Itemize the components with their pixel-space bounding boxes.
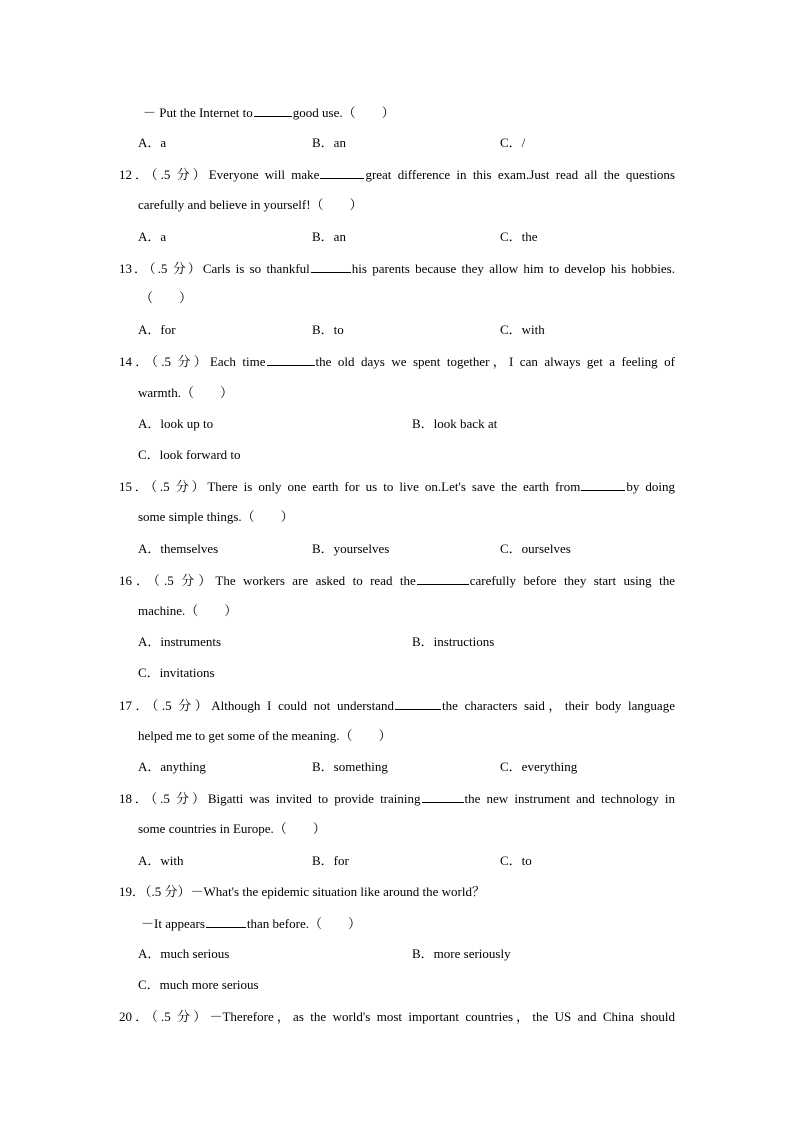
question-15-stem-cont: some simple things.（ ） [138,509,294,524]
option-c: C．much more serious [138,977,259,992]
option-a: A．much serious [138,946,230,961]
question-19-stem: 19．（.5 分）－What's the epidemic situation like around the world？ [119,884,485,899]
option-b: B．something [312,759,388,774]
answer-blank [395,697,441,710]
question-12-stem: 12．（.5 分）Everyone will make great difference in this exam.Just read all the questions [119,167,675,182]
option-b: B．yourselves [312,541,390,556]
option-a: A．for [138,322,176,337]
option-a: A．a [138,135,167,150]
option-c: C．ourselves [500,541,571,556]
answer-blank [422,790,464,803]
question-16-stem-cont: machine.（ ） [138,603,238,618]
option-c: C．look forward to [138,447,241,462]
question-17-stem-cont: helped me to get some of the meaning.（ ） [138,728,392,743]
option-a: A．with [138,853,184,868]
answer-blank [254,104,292,117]
option-c: C．with [500,322,545,337]
question-14-stem-cont: warmth.（ ） [138,385,233,400]
option-b: B．look back at [412,416,498,431]
option-b: B．more seriously [412,946,511,961]
question-14-stem: 14．（.5 分）Each time the old days we spent together，I can always get a feeling of [119,354,675,369]
option-c: C．to [500,853,532,868]
option-c: C．invitations [138,665,215,680]
option-a: A．a [138,229,167,244]
question-19-stem-cont: －It appears than before.（ ） [141,916,361,931]
option-c: C．/ [500,135,526,150]
question-18-stem-cont: some countries in Europe.（ ） [138,821,326,836]
answer-blank [206,915,246,928]
question-13-stem-cont: （ ） [140,290,193,305]
answer-blank [581,478,625,491]
option-b: B．instructions [412,634,495,649]
question-16-stem: 16．（.5 分）The workers are asked to read the carefully before they start using the [119,573,675,588]
option-a: A．instruments [138,634,222,649]
question-15-stem: 15．（.5 分）There is only one earth for us to live on.Let's save the earth from by doing [119,479,675,494]
question-11-stem: － Put the Internet to good use.（ ） [143,105,395,120]
option-a: A．themselves [138,541,219,556]
question-17-stem: 17．（.5 分）Although I could not understand the characters said，their body language [119,698,675,713]
option-b: B．an [312,135,346,150]
question-12-stem-cont: carefully and believe in yourself!（ ） [138,197,363,212]
answer-blank [311,260,351,273]
question-13-stem: 13．（.5 分）Carls is so thankful his parents because they allow him to develop his hobbies. [119,261,675,276]
option-c: C．the [500,229,538,244]
option-b: B．for [312,853,349,868]
question-20-stem: 20．（.5 分）－Therefore，as the world's most important countries，the US and China should [119,1009,675,1024]
option-b: B．an [312,229,346,244]
answer-blank [267,353,315,366]
answer-blank [417,572,469,585]
question-18-stem: 18．（.5 分）Bigatti was invited to provide training the new instrument and technology in [119,791,675,806]
option-a: A．anything [138,759,206,774]
option-b: B．to [312,322,344,337]
answer-blank [320,166,364,179]
option-c: C．everything [500,759,578,774]
option-a: A．look up to [138,416,214,431]
